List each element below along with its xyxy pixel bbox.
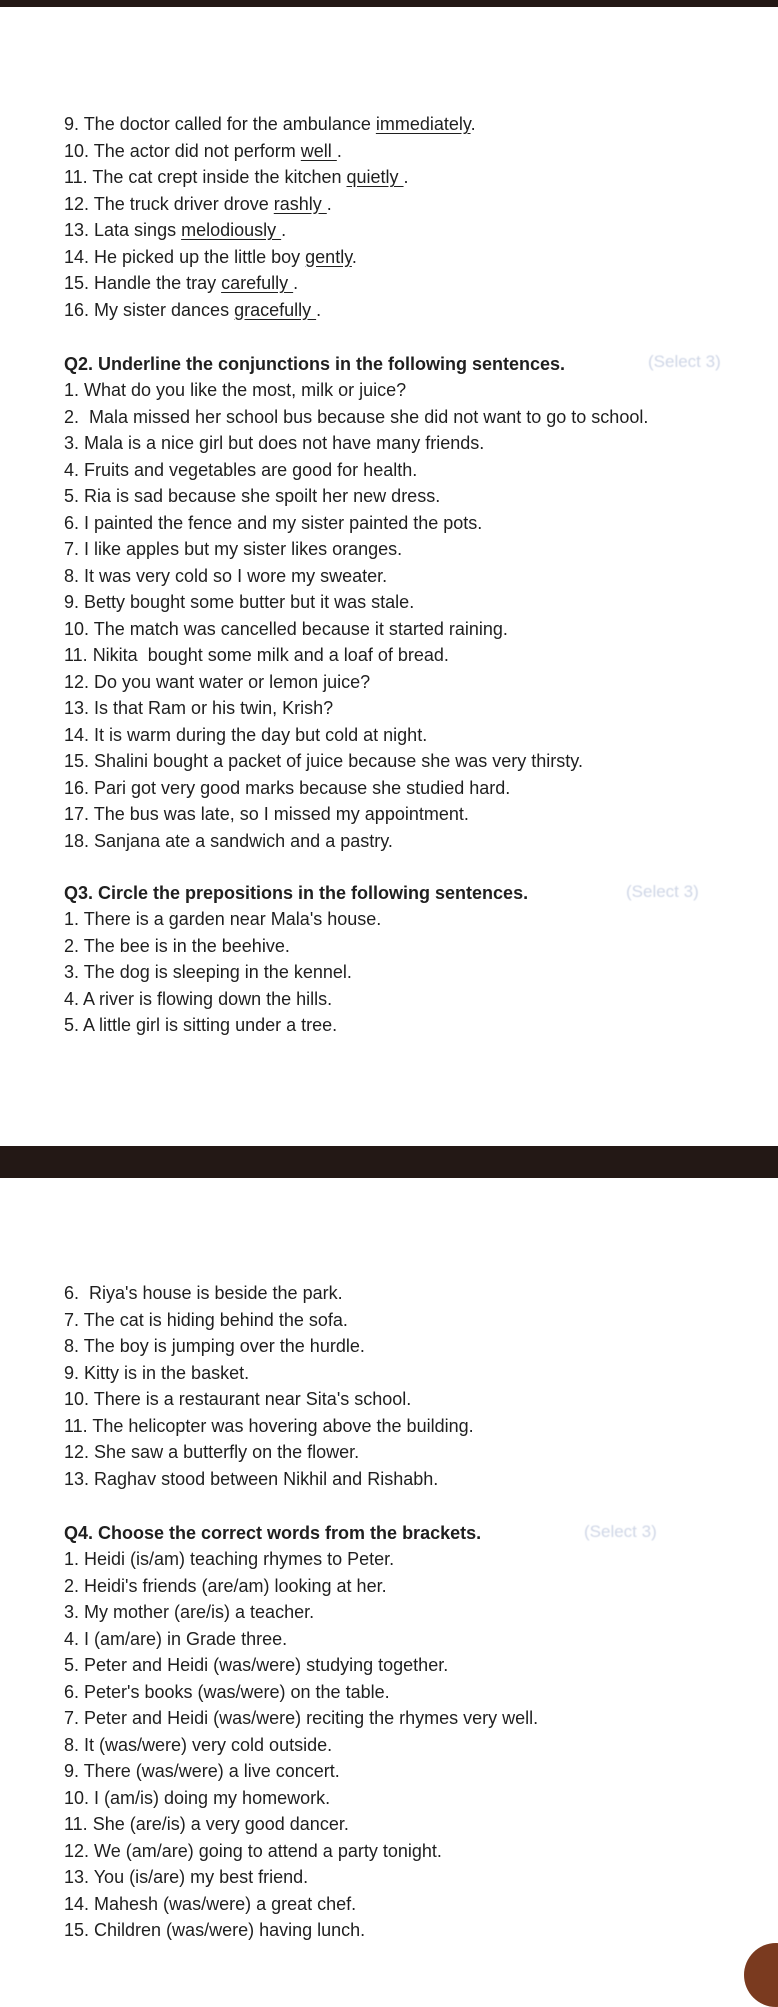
underlined-word: immediately [375,114,471,134]
underlined-word: gracefully [234,299,317,320]
q3-section [64,880,528,1039]
q4-item: 5. Peter and Heidi (was/were) studying together. [64,1655,449,1675]
q2-item: 16. Pari got very good marks because she studied hard. [64,777,511,798]
q4-select-tag: (Select 3) [584,1522,657,1541]
q1-item-16: 16. My sister dances gracefully . [64,299,322,320]
underlined-word: melodiously [181,220,282,240]
q3-section-continued [64,1280,474,1492]
q2-item: 5. Ria is sad because she spoilt her new dress. [64,486,441,506]
q2-item: 8. It was very cold so I wore my sweater. [64,565,388,586]
top-divider-bar [0,0,778,7]
q4-heading: Q4. Choose the correct words from the brackets. [64,1523,482,1543]
q4-item: 12. We (am/are) going to attend a party tonight. [64,1840,442,1861]
q4-item: 8. It (was/were) very cold outside. [64,1734,333,1755]
q2-item: 9. Betty bought some butter but it was stale. [64,592,415,612]
underlined-word: well [300,140,337,161]
q2-item: 1. What do you like the most, milk or juice? [64,380,407,400]
q1-item-15: 15. Handle the tray carefully . [64,273,299,293]
q3-item: 11. The helicopter was hovering above the building. [64,1415,474,1436]
q3-item: 10. There is a restaurant near Sita's school. [64,1389,412,1409]
q4-item: 6. Peter's books (was/were) on the table. [64,1681,390,1702]
q3-item: 8. The boy is jumping over the hurdle. [64,1336,365,1356]
q1-item-12: 12. The truck driver drove rashly . [64,193,332,214]
q4-item: 1. Heidi (is/am) teaching rhymes to Peter. [64,1549,395,1569]
q2-item: 12. Do you want water or lemon juice? [64,671,371,692]
q3-item: 9. Kitty is in the basket. [64,1362,250,1383]
corner-decoration [744,1943,778,2007]
q2-item: 7. I like apples but my sister likes oranges. [64,539,403,559]
q3-item: 5. A little girl is sitting under a tree. [64,1015,338,1035]
underlined-word: gently [305,246,352,267]
q1-item-14: 14. He picked up the little boy gently. [64,246,357,267]
q2-item: 18. Sanjana ate a sandwich and a pastry. [64,830,393,851]
q4-item: 7. Peter and Heidi (was/were) reciting the rhymes very well. [64,1708,539,1728]
q4-item: 3. My mother (are/is) a teacher. [64,1602,315,1622]
q3-select-tag: (Select 3) [626,882,699,901]
q4-item: 13. You (is/are) my best friend. [64,1867,309,1887]
underlined-word: carefully [221,273,294,293]
q3-item: 6. Riya's house is beside the park. [64,1283,343,1303]
q1-item-11: 11. The cat crept inside the kitchen quietly . [64,167,409,187]
q2-item: 14. It is warm during the day but cold at night. [64,724,428,745]
q1-item-9: 9. The doctor called for the ambulance immediately. [64,114,476,134]
q2-item: 2. Mala missed her school bus because she did not want to go to school. [64,406,649,427]
q2-heading: Q2. Underline the conjunctions in the following sentences. [64,354,566,374]
q4-section [64,1520,538,1944]
q2-select-tag: (Select 3) [648,352,721,371]
q3-item: 2. The bee is in the beehive. [64,935,290,956]
q4-item: 15. Children (was/were) having lunch. [64,1920,366,1940]
q3-item: 1. There is a garden near Mala's house. [64,909,382,929]
q2-item: 6. I painted the fence and my sister painted the pots. [64,512,483,533]
q2-item: 3. Mala is a nice girl but does not have many friends. [64,433,485,453]
q4-item: 2. Heidi's friends (are/am) looking at her. [64,1575,387,1596]
q3-item: 3. The dog is sleeping in the kennel. [64,962,352,982]
q2-item: 4. Fruits and vegetables are good for health. [64,459,418,480]
q4-item: 10. I (am/is) doing my homework. [64,1787,331,1808]
page-break-bar [0,1146,778,1178]
underlined-word: rashly [273,193,327,214]
q2-item: 17. The bus was late, so I missed my appointment. [64,804,469,824]
q4-item: 14. Mahesh (was/were) a great chef. [64,1893,357,1914]
q3-heading: Q3. Circle the prepositions in the following sentences. [64,883,529,903]
q4-item: 9. There (was/were) a live concert. [64,1761,340,1781]
underlined-word: quietly [346,167,404,187]
q4-item: 11. She (are/is) a very good dancer. [64,1814,349,1834]
q4-item: 4. I (am/are) in Grade three. [64,1628,288,1649]
q2-item: 11. Nikita bought some milk and a loaf of bread. [64,645,449,665]
q3-item: 7. The cat is hiding behind the sofa. [64,1309,348,1330]
q3-item: 4. A river is flowing down the hills. [64,988,333,1009]
q3-item: 12. She saw a butterfly on the flower. [64,1442,360,1462]
q1-continued-list [64,111,476,323]
q3-item: 13. Raghav stood between Nikhil and Rishabh. [64,1468,439,1489]
q2-item: 15. Shalini bought a packet of juice because she was very thirsty. [64,751,583,771]
q2-section [64,351,648,854]
q1-item-10: 10. The actor did not perform well . [64,140,342,161]
q1-item-13: 13. Lata sings melodiously . [64,220,287,240]
q2-item: 10. The match was cancelled because it started raining. [64,618,508,639]
q2-item: 13. Is that Ram or his twin, Krish? [64,698,334,718]
